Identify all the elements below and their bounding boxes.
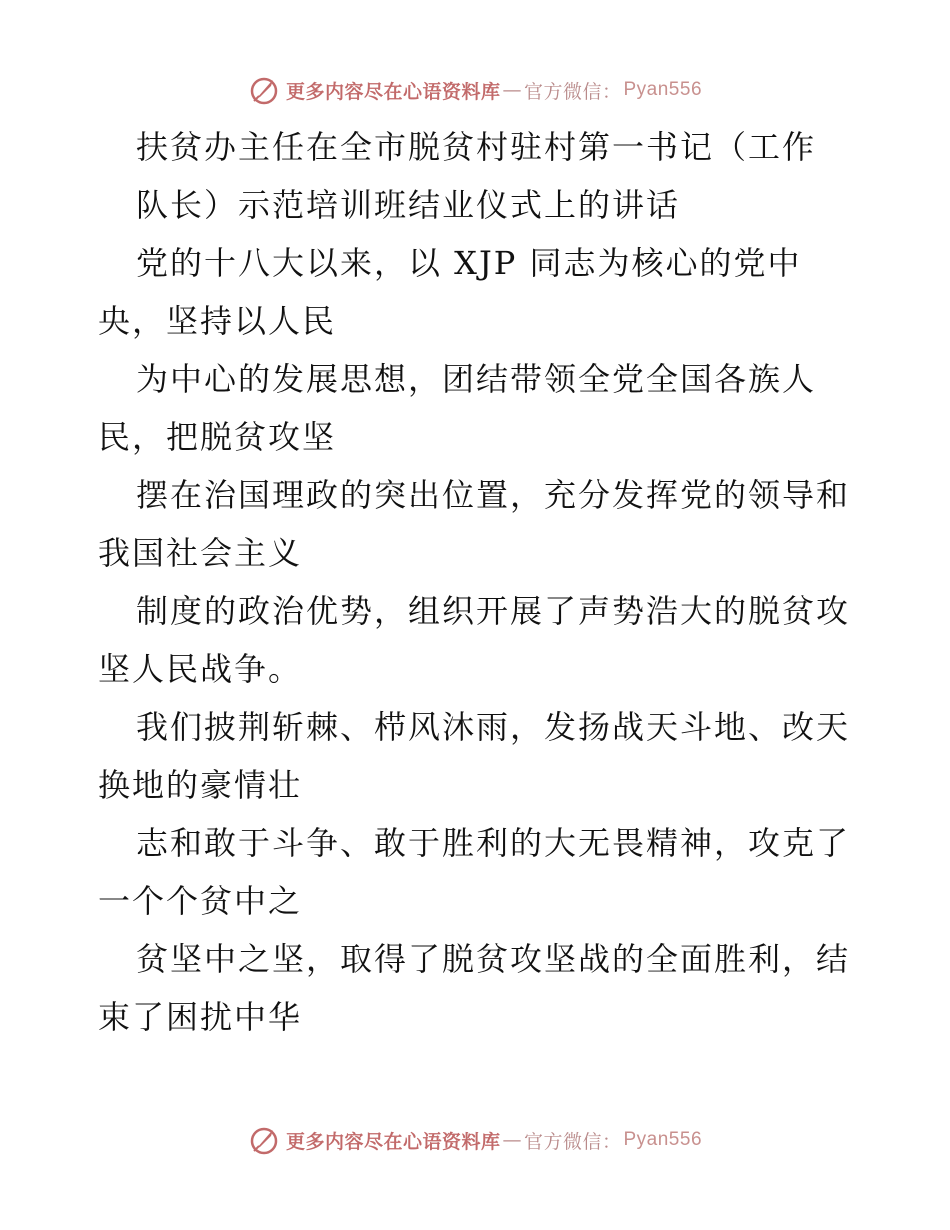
document-title-line-2: 队长）示范培训班结业仪式上的讲话 [136,186,681,224]
quill-pen-logo-icon [248,74,280,106]
banner-wechat-account: Pyan556 [623,79,703,100]
paragraph-line: 制度的政治优势，组织开展了声势浩大的脱贫攻 [136,592,851,630]
banner-wechat-label: 官方微信： [523,1130,622,1153]
paragraph-line: 为中心的发展思想，团结带领全党全国各族人 [136,360,817,398]
paragraph-line: 我国社会主义 [98,534,303,572]
paragraph-line: 坚人民战争。 [98,650,303,688]
banner-separator: — [502,1129,522,1151]
banner-brand-text: 更多内容尽在心语资料库 [285,1130,501,1153]
paragraph-line: 一个个贫中之 [98,882,303,920]
paragraph-line: 换地的豪情壮 [98,766,303,804]
paragraph-line: 志和敢于斗争、敢于胜利的大无畏精神，攻克了 [136,824,851,862]
document-body [98,118,868,1046]
paragraph-line: 民，把脱贫攻坚 [98,418,337,456]
paragraph-line: 摆在治国理政的突出位置，充分发挥党的领导和 [136,476,851,514]
paragraph-line: 央，坚持以人民 [98,302,337,340]
banner-brand-text: 更多内容尽在心语资料库 [285,80,501,103]
banner-separator: — [502,79,522,101]
paragraph-line: 贫坚中之坚，取得了脱贫攻坚战的全面胜利，结 [136,940,851,978]
paragraph-line: 党的十八大以来，以 XJP 同志为核心的党中 [136,244,802,282]
footer-watermark-banner [0,1120,950,1160]
banner-wechat-account: Pyan556 [623,1129,703,1150]
paragraph-line: 束了困扰中华 [98,998,303,1036]
header-watermark-banner [0,70,950,110]
quill-pen-logo-icon [248,1124,280,1156]
paragraph-line: 我们披荆斩棘、栉风沐雨，发扬战天斗地、改天 [136,708,851,746]
document-title-line-1: 扶贫办主任在全市脱贫村驻村第一书记（工作 [136,128,817,166]
banner-wechat-label: 官方微信： [523,80,622,103]
